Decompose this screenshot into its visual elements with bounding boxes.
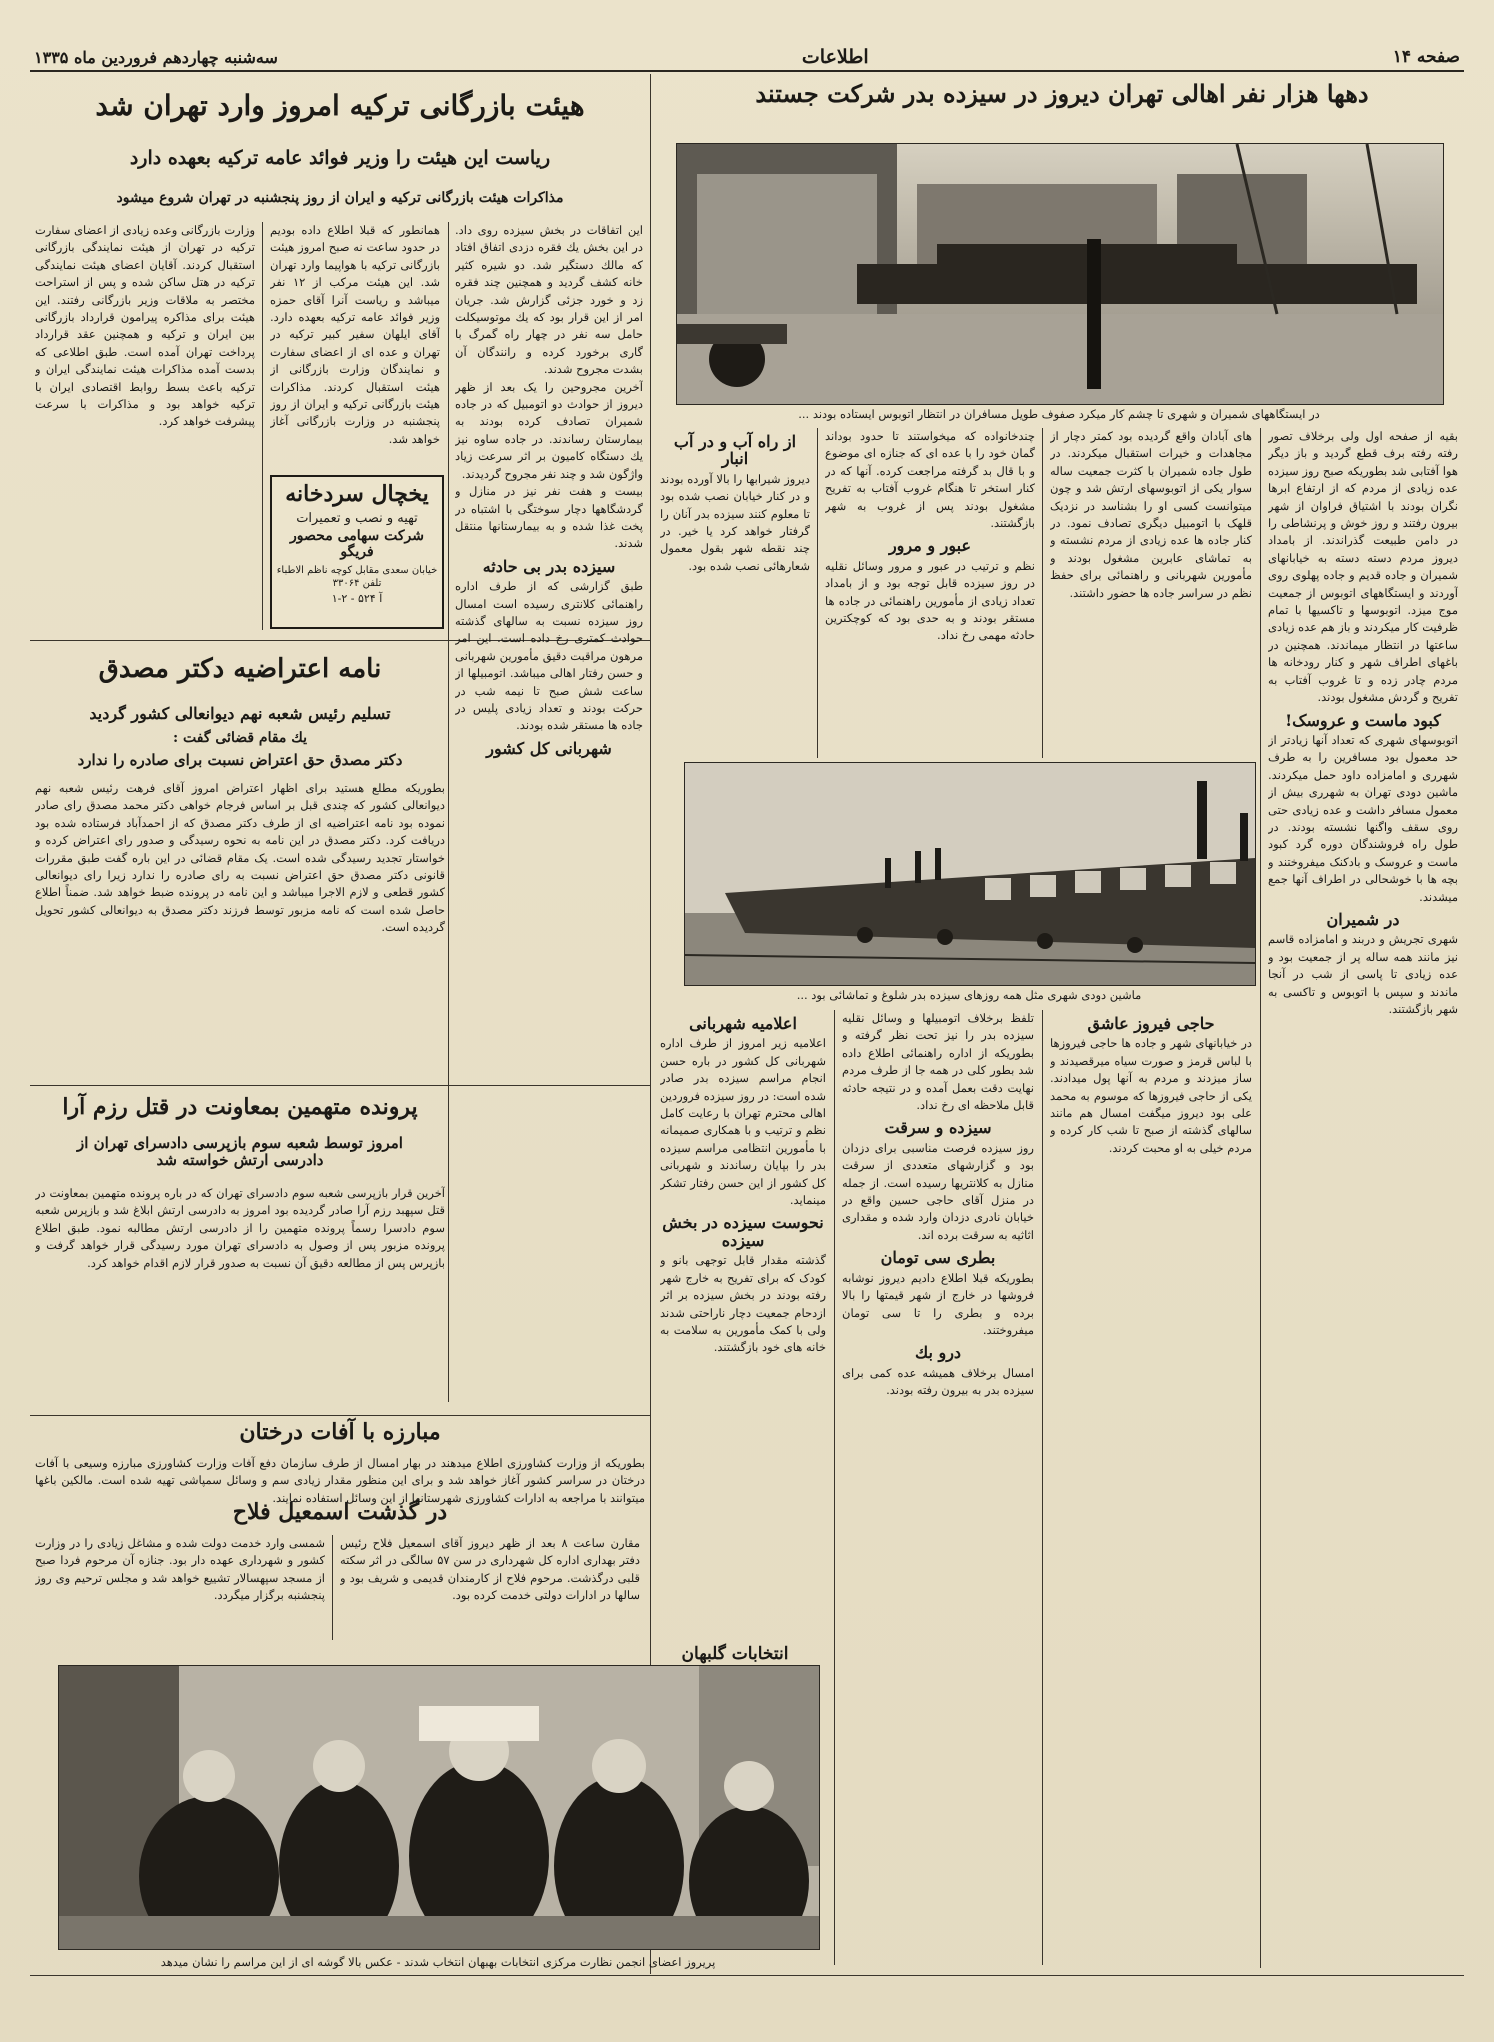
section-rule xyxy=(30,1415,650,1416)
sizdah-text-b5: بطوریکه قبلا اطلاع دادیم دیروز نوشابه فروشها در خارج از شهر قیمتها را بالا برده و بطری را تا سی تومان میفروختند. xyxy=(842,1270,1034,1337)
sizdah-text-b2: دیروز شیرابها را بالا آورده بودند و در کنار خیابان نصب شده بود تا معلوم کنند سیزده بدر آنان را گرفتار خواهد کرد یا خیر. در چند نقطه شهر بقول معمول شعارهائی نصب شده بود. xyxy=(660,471,810,573)
issue-date: سه‌شنبه چهاردهم فروردین ماه ۱۳۳۵ xyxy=(34,47,278,67)
turkey-column-1: همانطور که قبلا اطلاع داده بودیم در حدود ساعت نه صبح امروز هیئت بازرگانی ترکیه با هواپیما وارد تهران شد. این هیئت مرکب از ۱۲ نفر میباشد و ریاست آنرا آقای حمزه وزیر فوائد عامه ترکیه بعهده دارد. آقای ایلهان سفیر کبیر ترکیه در تهران و عده ای از اعضای سفارت و نمایندگان وزارت بازرگانی از هیئت استقبال کردند. مذاکرات هیئت بازرگانی ترکیه و ایران از روز پنجشنبه در وزارت بازرگانی آغاز خواهد شد. xyxy=(270,223,440,446)
ad-address: خیابان سعدی مقابل کوچه ناظم الاطباء تلفن ۳۳۰۶۴ xyxy=(276,565,438,589)
photo-train-caption: ماشین دودی شهری مثل همه روزهای سیزده بدر شلوغ و تماشائی بود ... xyxy=(796,988,1142,1002)
masthead: اطلاعات xyxy=(801,46,869,68)
razmara-subhead: امروز توسط شعبه سوم بازپرسی دادسرای تهران از دادرسی ارتش خواسته شد xyxy=(77,1134,403,1170)
ad-code: آ ۵۲۴ - ۲-۱ xyxy=(331,592,383,605)
election-caption: پریروز اعضای انجمن نظارت مرکزی انتخابات بهبهان انتخاب شدند - عکس بالا گوشه ای از این مراسم را نشان میدهد xyxy=(160,1955,716,1969)
subhead-haji-firooz: حاجی فیروز عاشق xyxy=(1087,1014,1215,1033)
sizdah-headline: دهها هزار نفر اهالی تهران دیروز در سیزده بدر شرکت جستند xyxy=(755,79,1369,108)
sizdah-text-c4: اعلامیه زیر امروز از طرف اداره شهربانی کل کشور در باره حسن انجام مراسم سیزده بدر صادر شده است: در روز سیزده فروردین اهالی محترم تهران با رعایت کامل نظم و ترتیب و با همکاری صمیمانه با مأمورین انتظامی مراسم سیزده بدر را بپایان رساندند و شهربانی کل کشور از این حسن رفتار تشکر مینماید. xyxy=(660,1036,826,1208)
column-rule xyxy=(332,1535,333,1640)
subhead-sizdah-sorat: سیزده و سرقت xyxy=(884,1118,992,1138)
ad-company: شرکت سهامی محصور فریگو xyxy=(290,528,424,560)
sizdah-text-a: بقیه از صفحه اول ولی برخلاف تصور رفته رفته برف قطع گردید و باز دیگر هوا آفتابی شد بطوریکه صبح روز سیزده عده زیادی از مردم که از ارتفاع ابرها نگران بودند با اشتیاق فراوان از شهر بیرون رفتند و روز خوش و پرنشاطی را در دامن طبیعت گذراندند. از بامداد دیروز مردم دسته دسته به خیابانهای شمیران و جاده قدیم و جاده پهلوی روی آوردند و ایستگاههای اتوبوس از جمعیت موج میزد. اتوبوسها و تاکسیها با تمام ظرفیت کار میکردند و باز هم عده زیادی ساعتها در انتظار میماندند. همچنین در باغهای اطراف شهر و کنار رودخانه ها مردم چادر زده و تا غروب آفتاب به تفریح و گردش مشغول بودند. xyxy=(1268,429,1458,705)
photo-bus-caption: در ایستگاههای شمیران و شهری تا چشم کار میکرد صفوف طویل مسافران در انتظار اتوبوس ایستاده بودند ... xyxy=(798,407,1320,421)
sizdah-column-c-bottom xyxy=(842,1010,1034,1965)
sizdah-column-rah xyxy=(1050,685,1252,755)
column-rule xyxy=(834,1010,835,1965)
column-rule xyxy=(1260,428,1261,1968)
turkey-column-2: وزارت بازرگانی وعده زیادی از اعضای سفارت ترکیه در تهران از هیئت نمایندگی بازرگانی استقبال کردند. آقایان اعضای هیئت نمایندگی ترکیه در هتل ساکن شده و پس از استراحت مختصر به ملاقات وزیر بازرگانی رفتند. این هیئت برای مذاکره پیرامون قرارداد بازرگانی بین ایران و ترکیه و همچنین عقد قرارداد پرداخت تهران آمده است. طبق اطلاعی که بدست آمده مذاکرات هیئت نمایندگی ایران و ترکیه باعث بسط روابط اقتصادی ایران با ترکیه خواهد بود و مذاکرات با سرعت پیشرفت خواهد کرد. xyxy=(35,223,255,429)
election-headline: انتخابات گلبهان xyxy=(681,1644,789,1664)
turkey-subhead-2: مذاکرات هیئت بازرگانی ترکیه و ایران از روز پنجشنبه در تهران شروع میشود xyxy=(116,190,564,206)
accident-text-2: آخرین مجروحین را یک بعد از ظهر دیروز از حوادث دو اتومبیل که در جاده شمیران تصادف کرده بودند به بیمارستان رساندند. در جاده ساوه نیز یك دستگاه کامیون بر اثر سرعت زیاد واژگون شد و چند نفر مجروح گردیدند. xyxy=(455,379,643,481)
column-rule xyxy=(448,222,449,1402)
sizdah-text-b: های آبادان واقع گردیده بود کمتر دچار از مجاهدات و خیرات استقبال میکردند. در طول جاده شمیران با کثرت جمعیت ساله سوار یکی از اتوبوسهای ارتش شد و چون میتوانست کسی او را بشناسد در نزدیک قلهک با اتومبیل دیگری تصادف نمود. در کنار جاده ها عده زیادی از مردم نشسته و به تماشای عابرین مشغول بودند و مأمورین شهربانی و راهنمائی برای حفظ نظم در سراسر جاده ها حضور داشتند. xyxy=(1050,429,1252,600)
mossadegh-body: بطوریکه مطلع هستید برای اظهار اعتراض امروز آقای فرهت رئیس شعبه نهم دیوانعالی کشور که چندی قبل بر اساس فرجام خواهی دکتر محمد مصدق رای صادر نموده بود نامه اعتراضیه ای از طرف دکتر مصدق که از احمدآباد فرستاده شده بود دریافت کرد. دکتر مصدق در این نامه به نحوه رسیدگی و صدور رای اعتراض کرده و خواستار تجدید رسیدگی شده است. یک مقام قضائی در این باره گفت طبق مقررات قانونی دکتر مصدق حق اعتراض نسبت به رای صادره را ندارد زیرا رای دیوانعالی کشور قطعی و لازم الاجرا میباشد و این نامه در پرونده ضبط خواهد شد. ضمناً اطلاع حاصل شده است که نامه مزبور توسط فرزند دکتر مصدق به دیوانعالی کشور تحویل گردیده است. xyxy=(35,781,445,935)
pest-headline: مبارزه با آفات درختان xyxy=(239,1419,441,1445)
sizdah-text-b4: روز سیزده فرصت مناسبی برای دزدان بود و گزارشهای متعددی از سرقت منازل به کلانتریها رسیده است. از جمله در منزل آقای حاجی حسین واقع در خیابان نادری دزدان وارد شده و مقداری اثاثیه به سرقت برده اند. xyxy=(842,1140,1034,1242)
page-number: صفحه ۱۴ xyxy=(1392,47,1460,67)
subhead-kabood: کبود ماست و عروسک! xyxy=(1285,710,1441,730)
sizdah-text-c2: نظم و ترتیب در عبور و مرور وسائل نقلیه در روز سیزده قابل توجه بود و از بامداد تعداد زیادی از مأمورین راهنمائی در جاده ها مستقر بودند و به حدی بود که کوچکترین حادثه مهمی رخ نداد. xyxy=(825,558,1035,643)
accident-text-4: طبق گزارشی که از طرف اداره راهنمائی کلانتری رسیده است امسال روز سیزده نسبت به سالهای گذشته حوادث کمتری رخ داده است. این امر مرهون مراقبت دقیق مأمورین شهربانی و حسن رفتار اهالی میباشد. اتومبیلها از ساعت شش صبح تا نیمه شب در حرکت بودند و تعداد زیادی پلیس در جاده ها مستقر شده بودند. xyxy=(455,579,643,733)
photo-bus-station-image xyxy=(677,144,1443,404)
subhead-bottle: بطری سی تومان xyxy=(880,1248,996,1268)
sizdah-column-a xyxy=(1268,428,1458,1968)
sizdah-text-b3: در خیابانهای شهر و جاده ها حاجی فیروزها با لباس قرمز و صورت سیاه میرقصیدند و ساز میزدند و مردم به آنها پول میدادند. یکی از حاجی فیروزها که موسوم به محمد علی بود دیروز میگفت امسال هم مانند سالهای گذشته از صبح تا شب کار کرده و مردم خیلی به او محبت کردند. xyxy=(1050,1036,1252,1155)
obituary-column-1: مقارن ساعت ۸ بعد از ظهر دیروز آقای اسمعیل فلاح رئیس دفتر بهداری اداره کل شهرداری در سن ۵۷ سالگی در اثر سکته قلبی درگذشت. مرحوم فلاح از کارمندان قدیمی و شریف بود و سالها در ادارات دولتی خدمت کرده بود. xyxy=(340,1536,640,1603)
sizdah-text-c5: گذشته مقدار قابل توجهی بانو و کودک که برای تفریح به خارج شهر رفته بودند در بخش سیزده بر اثر ازدحام جمعیت دچار ناراحتی شدند ولی با کمک مأمورین به سلامت به خانه های خود بازگشتند. xyxy=(660,1253,826,1355)
subhead-rah-ab: از راه آب و در آب انبار xyxy=(673,432,797,469)
turkey-headline: هیئت بازرگانی ترکیه امروز وارد تهران شد xyxy=(95,89,585,122)
sizdah-column-rah-ab xyxy=(660,428,810,758)
subhead-no-accident: سیزده بدر بی حادثه xyxy=(482,556,616,576)
subhead-shahrbani-notice: اعلامیه شهربانی xyxy=(689,1014,797,1033)
accident-text-3: بیست و هفت نفر نیز در منازل و گردشگاهها دچار سوختگی با اشتباه در پخت غذا شده و به بیمارستانها منتقل شدند. xyxy=(455,484,643,551)
column-rule xyxy=(1042,428,1043,758)
subhead-shemiran: در شمیران xyxy=(1326,909,1400,929)
mossadegh-subhead: تسلیم رئیس شعبه نهم دیوانعالی کشور گردید xyxy=(89,704,391,723)
pest-body: بطوریکه از وزارت کشاورزی اطلاع میدهند در بهار امسال از طرف سازمان دفع آفات وزارت کشاورزی مبارزه وسیعی با آفات درختان در سراسر کشور آغاز خواهد شد و برای این منظور مقدار زیادی سم و وسائل سمپاشی تهیه شده است. مالکین باغها میتوانند با مراجعه به ادارات کشاورزی شهرستانها از این وسائل استفاده نمایند. xyxy=(35,1456,645,1505)
bottom-rule xyxy=(30,1975,1464,1976)
sizdah-column-b-bottom xyxy=(1050,1010,1252,1965)
sizdah-column-c-top xyxy=(825,428,1035,758)
sizdah-text-b6: امسال برخلاف همیشه عده کمی برای سیزده بدر به بیرون رفته بودند. xyxy=(842,1365,1034,1398)
page-header xyxy=(30,44,1464,72)
sizdah-text-c3: تلفظ برخلاف اتومبیلها و وسائل نقلیه سیزده بدر را نیز تحت نظر گرفته و بطوریکه از اداره راهنمائی اطلاع داده شد بطور کلی در همه جا از طرف مردم نهایت دقت بعمل آمده و در نتیجه حادثه قابل ملاحظه ای رخ نداد. xyxy=(842,1011,1034,1113)
accident-text-1: این اتفاقات در بخش سیزده روی داد. در این بخش یك فقره دزدی اتفاق افتاد که مالك دستگير شد. دو شیره كثیر خانه کشف گردید و همچنین چند فقره زد و خورد جزئی گزارش شد. جریان امر از این قرار بود که یك موتوسیکلت حامل سه نفر در چهار راه گمرگ با گاری برخورد کرده و رانندگان آن بشدت مجروح شدند. xyxy=(455,223,643,377)
column-rule xyxy=(262,222,263,630)
accident-column xyxy=(455,222,643,1402)
column-rule xyxy=(1042,1010,1043,1965)
photo-train xyxy=(684,762,1256,986)
photo-election-meeting xyxy=(58,1665,820,1950)
ad-refrigerator xyxy=(270,475,444,629)
obituary-column-2: شمسی وارد خدمت دولت شده و مشاغل زیادی را در وزارت کشور و شهرداری عهده دار بود. جنازه آن مرحوم فردا صبح از مسجد سپهسالار تشییع خواهد شد و مجلس ترحیم وی روز پنجشنبه برگزار میگردد. xyxy=(35,1536,325,1603)
subhead-drone: درو بك xyxy=(914,1343,962,1363)
photo-train-image xyxy=(685,763,1255,985)
sizdah-text-a3: شهری تجریش و دربند و امامزاده قاسم نیز مانند همه ساله پر از جمعیت بود و عده زیادی تا پاسی از شب در آنجا ماندند و سپس با اتوبوس و تاکسی به شهر بازگشتند. xyxy=(1268,932,1458,1016)
subhead-oboor: عبور و مرور xyxy=(888,536,972,556)
subhead-nahoosat: نحوست سیزده در بخش سیزده xyxy=(662,1213,824,1250)
mossadegh-headline: نامه اعتراضیه دکتر مصدق xyxy=(98,654,382,684)
photo-bus-station xyxy=(676,143,1444,405)
ad-title: یخچال سردخانه xyxy=(285,481,429,507)
mossadegh-subhead-3: دکتر مصدق حق اعتراض نسبت برای صادره را ندارد xyxy=(77,751,403,769)
photo-election-image xyxy=(59,1666,819,1949)
signature-shahrbani: شهربانی کل کشور xyxy=(486,738,612,758)
mossadegh-subhead-2: یك مقام قضائی گفت : xyxy=(172,730,308,746)
turkey-subhead: ریاست این هیئت را وزیر فوائد عامه ترکیه بعهده دارد xyxy=(129,147,551,169)
ad-line-1: تهیه و نصب و تعمیرات xyxy=(296,511,418,526)
column-rule xyxy=(817,428,818,758)
sizdah-text-c: چندخانواده که میخواستند تا حدود بوداند گمان خود را با عده ای که جنازه ای موضوع و با قال بد گرفته مراجعت کرده. آنها که در کنار استخر تا هنگام غروب آفتاب به تفریح مشغول بودند پس از غروب به شهر بازگشتند. xyxy=(825,429,1035,531)
razmara-body: آخرین قرار بازپرسی شعبه سوم دادسرای تهران که در باره پرونده متهمین بمعاونت در قتل سپهبد رزم آرا صادر گردیده بود امروز به دادرسی ارتش ابلاغ شد و بازپرس شعبه سوم دادسرا رسماً پرونده متهمین را از دادرسی ارتش مطالبه نمود. طبق اطلاع پرونده مزبور پس از وصول به دادسرای تهران مورد رسیدگی قرار خواهد گرفت و بازپرس پس از مطالعه دقیق آن نسبت به صدور قرار لازم اقدام خواهد کرد. xyxy=(35,1186,445,1270)
sizdah-text-a2: اتوبوسهای شهری که تعداد آنها زیادتر از حد معمول بود مسافرین را به طرف شهرری و امامزاده داود حمل میکردند. ماشین دودی تهران به شهرری بیش از معمول مسافر داشت و عده زیادی حتی روی سقف واگنها نشسته بودند. در طول راه فروشندگان دوره گرد کبود ماست و عروسک و بادکنک میفروختند و بچه ها با خوشحالی در اطراف آنها جمع میشدند. xyxy=(1268,732,1458,904)
obituary-headline: در گذشت اسمعیل فلاح xyxy=(232,1499,448,1525)
razmara-headline: پرونده متهمین بمعاونت در قتل رزم آرا xyxy=(62,1094,418,1120)
